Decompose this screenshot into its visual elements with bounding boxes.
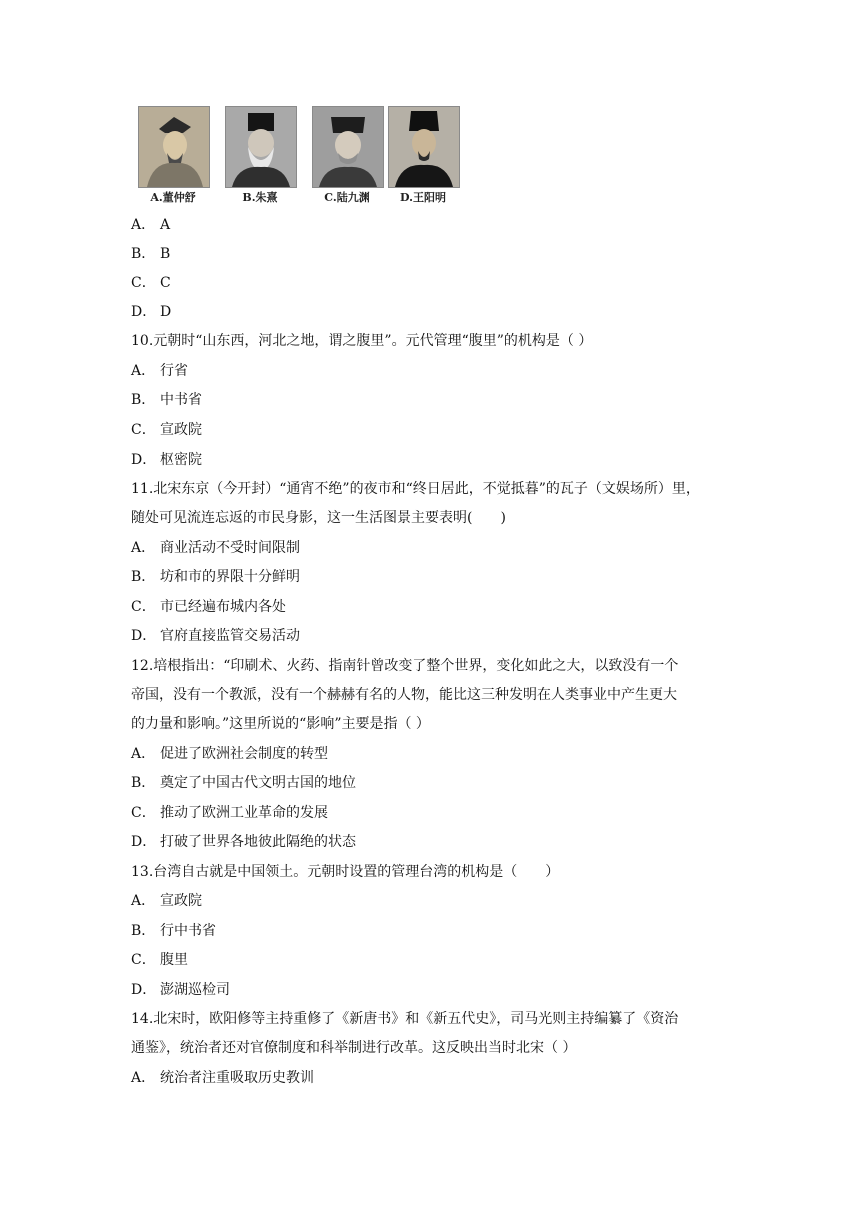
portrait-dong-zhongshu [138,106,208,206]
q10-option-c[interactable]: C． 宣政院 [131,422,202,438]
portrait-lu-jiuyuan [312,106,382,206]
q13-option-d[interactable]: D． 澎湖巡检司 [131,982,230,998]
q14-stem-line: 14.北宋时，欧阳修等主持重修了《新唐书》和《新五代史》，司马光则主持编纂了《资治 [131,1011,679,1027]
q10-option-d[interactable]: D． 枢密院 [131,452,202,468]
portrait-figure [138,106,460,206]
q13-stem: 13.台湾自古就是中国领土。元朝时设置的管理台湾的机构是（ ） [131,864,560,880]
q10-stem: 10.元朝时“山东西，河北之地，谓之腹里”。元代管理“腹里”的机构是（ ） [131,333,593,349]
q10-option-a[interactable]: A． 行省 [131,363,188,379]
portrait-caption: A.董仲舒 [150,191,196,204]
portrait-zhu-xi [225,106,295,206]
portrait-image [138,106,210,188]
q9-option-d[interactable]: D． D [131,304,172,320]
q11-option-a[interactable]: A． 商业活动不受时间限制 [131,540,300,556]
q9-option-c[interactable]: C． C [131,275,171,291]
portrait-caption: D.王阳明 [400,191,446,204]
q12-stem-line: 帝国，没有一个教派，没有一个赫赫有名的人物，能比这三种发明在人类事业中产生更大 [131,687,677,703]
q13-option-c[interactable]: C． 腹里 [131,952,188,968]
portrait-image [388,106,460,188]
q12-option-d[interactable]: D． 打破了世界各地彼此隔绝的状态 [131,834,356,850]
q11-stem-line: 11.北宋东京（今开封）“通宵不绝”的夜市和“终日居此，不觉抵暮”的瓦子（文娱场所）里， [131,481,700,497]
portrait-image [312,106,384,188]
portrait-image [225,106,297,188]
q12-option-a[interactable]: A． 促进了欧洲社会制度的转型 [131,746,328,762]
portrait-wang-yangming [388,106,458,206]
portrait-caption: C.陆九渊 [324,191,370,204]
q11-option-c[interactable]: C． 市已经遍布城内各处 [131,599,286,615]
portrait-caption: B.朱熹 [242,191,278,204]
q13-option-b[interactable]: B． 行中书省 [131,923,216,939]
q11-option-d[interactable]: D． 官府直接监管交易活动 [131,628,300,644]
q14-option-a[interactable]: A． 统治者注重吸取历史教训 [131,1070,314,1086]
q12-option-c[interactable]: C． 推动了欧洲工业革命的发展 [131,805,328,821]
q11-option-b[interactable]: B． 坊和市的界限十分鲜明 [131,569,300,585]
q12-stem-line: 12.培根指出：“印刷术、火药、指南针曾改变了整个世界，变化如此之大，以致没有一个 [131,658,679,674]
q10-option-b[interactable]: B． 中书省 [131,392,202,408]
q14-stem-line: 通鉴》，统治者还对官僚制度和科举制进行改革。这反映出当时北宋（ ） [131,1040,577,1056]
q11-stem-line: 随处可见流连忘返的市民身影，这一生活图景主要表明( ) [131,510,506,526]
q9-option-a[interactable]: A． A [131,217,171,233]
q13-option-a[interactable]: A． 宣政院 [131,893,202,909]
q12-option-b[interactable]: B． 奠定了中国古代文明古国的地位 [131,775,356,791]
q12-stem-line: 的力量和影响。”这里所说的“影响”主要是指（ ） [131,716,430,732]
q9-option-b[interactable]: B． B [131,246,171,262]
